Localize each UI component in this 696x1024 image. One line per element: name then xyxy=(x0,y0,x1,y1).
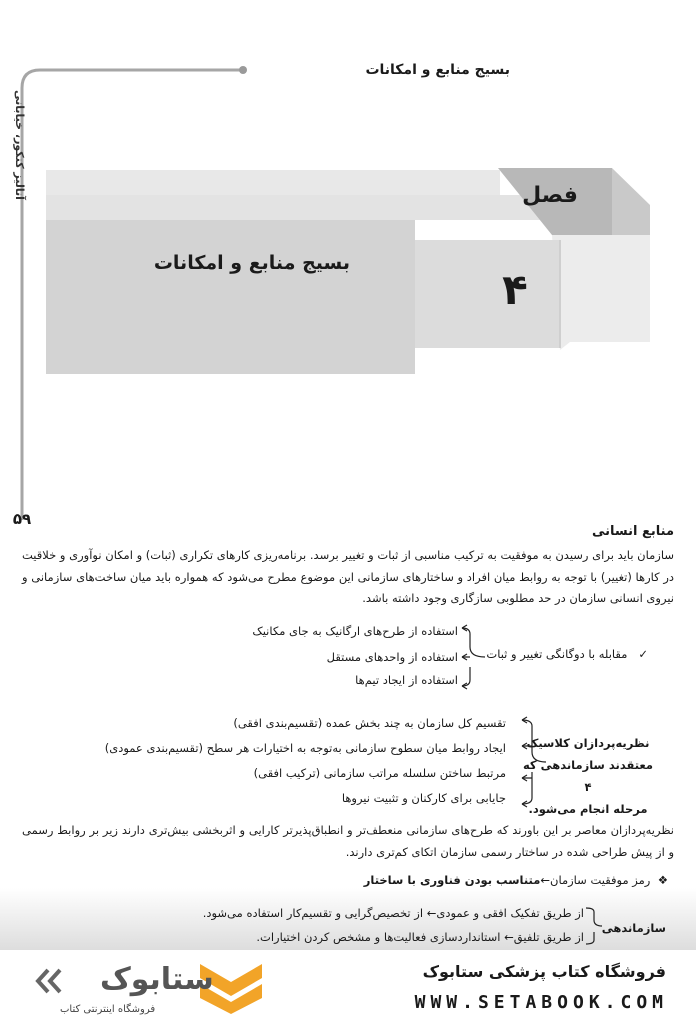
diagram2-item: جایابی برای کارکنان و تثبیت نیروها xyxy=(341,791,506,805)
chapter-title: بسیج منابع و امکانات xyxy=(153,252,350,274)
paragraph-1: سازمان باید برای رسیدن به موفقیت به ترکیب مناسبی از ثبات و تغییر برسد. برنامه‌ریزی کارهای تکراری (ثبات) و امکان نوآوری و خلاقیت در کارها (تغییر) با توجه به روابط میان افراد و ساختارهای سازمانی این موضوع مطرح می‌شود که همواره باید میان ساخت‌های سازمانی و نیروی انسانی سازمان در حد مطلوبی سازگاری وجود داشته باشد. xyxy=(22,548,674,605)
paragraph-2: نظریه‌پردازان معاصر بر این باورند که طرح‌های سازمانی منعطف‌تر و انطباق‌پذیرتر کارایی و اثربخشی بیش‌تری دارند زیر بر روابط رسمی و از پیش طراحی شده در ساختار رسمی سازمان اتکای کم‌تری دارند. xyxy=(22,823,674,859)
logo-subtitle: فروشگاه اینترنتی کتاب xyxy=(60,1004,156,1015)
logo-arrows-icon xyxy=(34,966,62,996)
running-title: بسیج منابع و امکانات xyxy=(365,62,510,78)
diagram2-item: مرتبط ساختن سلسله مراتب سازمانی (ترکیب افقی) xyxy=(253,766,506,780)
diagram3-root: سازماندهی xyxy=(601,921,666,935)
store-name: فروشگاه کتاب پزشکی ستابوک xyxy=(422,962,666,981)
diagram1-item: استفاده از طرح‌های ارگانیک به جای مکانیک xyxy=(252,624,458,638)
side-label: آنالیز کنکور، خیابانی xyxy=(13,90,26,200)
diagram3-item: از طریق تلفیق← استانداردسازی فعالیت‌ها و مشخص کردن اختیارات. xyxy=(256,930,584,944)
section-title: منابع انسانی xyxy=(591,524,674,539)
diagram3-item: از طریق تفکیک افقی و عمودی← از تخصیص‌گرایی و تقسیم‌کار استفاده می‌شود. xyxy=(202,906,584,920)
chapter-number: ۴ xyxy=(502,265,528,314)
diagram2-item: تقسیم کل سازمان به چند بخش عمده (تقسیم‌بندی افقی) xyxy=(233,716,506,730)
diagram1-item: استفاده از واحدهای مستقل xyxy=(326,650,458,664)
diagram2-item: ایجاد روابط میان سطوح سازمانی به‌توجه به اختیارات هر سطح (تقسیم‌بندی عمودی) xyxy=(104,741,506,755)
success-line: ❖ رمز موفقیت سازمان←متناسب بودن فناوری با ساختار xyxy=(363,873,668,887)
diagram2-brace xyxy=(500,716,550,808)
store-url[interactable]: WWW.SETABOOK.COM xyxy=(414,992,668,1013)
chapter-label: فصل xyxy=(522,183,578,208)
diagram1-item: استفاده از ایجاد تیم‌ها xyxy=(355,673,458,687)
logo-text: ستابوک xyxy=(100,962,214,997)
page-number: ۵۹ xyxy=(12,510,32,528)
diagram2-root: نظریه‌پردازان کلاسیک معتقدند سازماندهی که ۴ مرحله انجام می‌شود. xyxy=(522,736,654,816)
diagram3-brace xyxy=(582,904,604,948)
diagram1-root: ✓ مقابله با دوگانگی تغییر و ثبات xyxy=(486,647,648,661)
